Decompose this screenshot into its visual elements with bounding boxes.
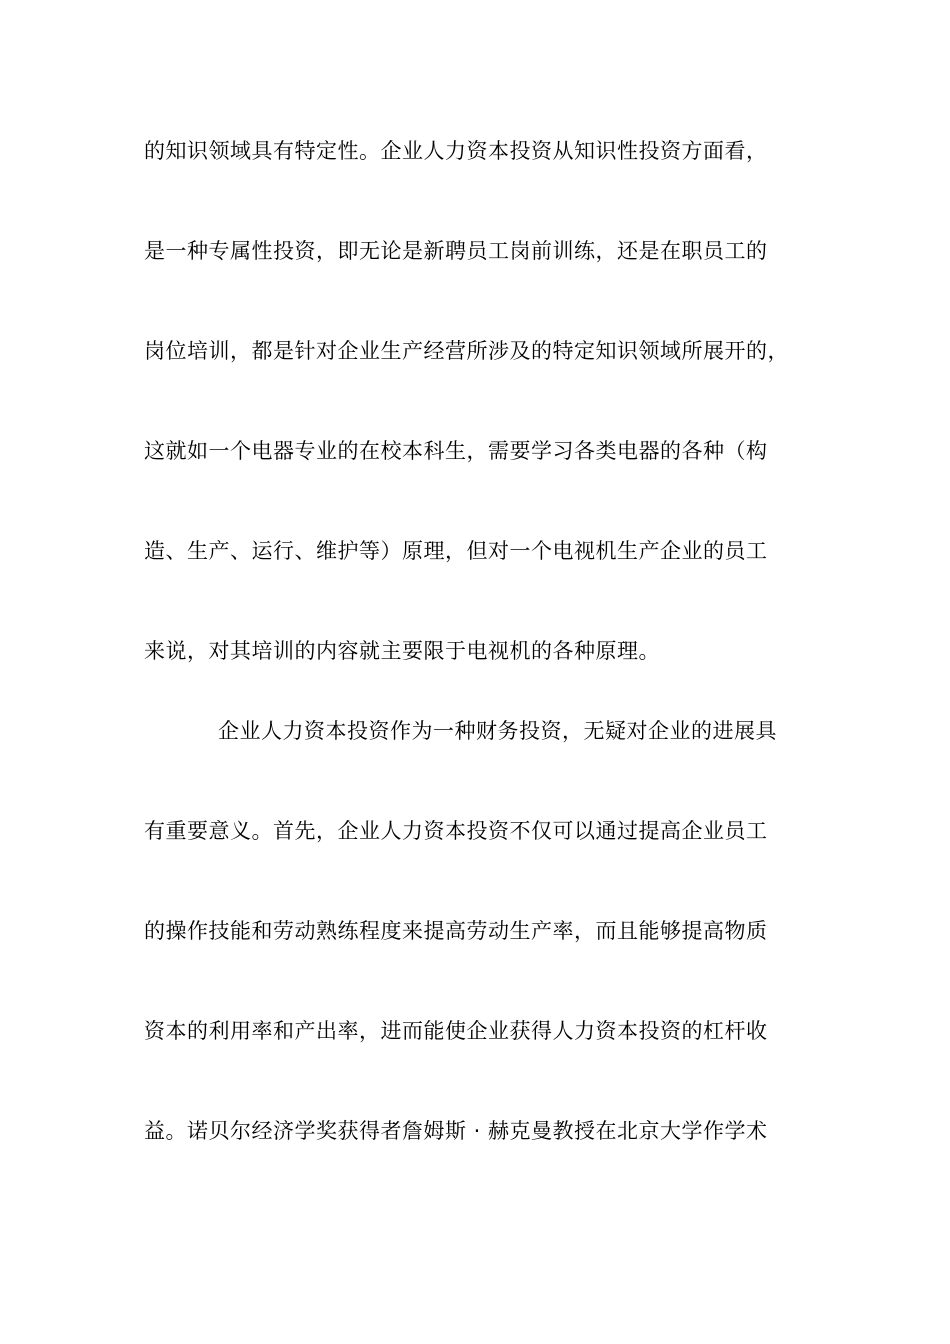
text-line: 岗位培训，都是针对企业生产经营所涉及的特定知识领域所展开的， — [144, 339, 789, 363]
text-line: 有重要意义。首先，企业人力资本投资不仅可以通过提高企业员工 — [144, 819, 768, 843]
text-line: 益。诺贝尔经济学奖获得者詹姆斯 · 赫克曼教授在北京大学作学术 — [144, 1119, 768, 1143]
text-line: 来说，对其培训的内容就主要限于电视机的各种原理。 — [144, 639, 660, 663]
text-line: 资本的利用率和产出率，进而能使企业获得人力资本投资的杠杆收 — [144, 1019, 768, 1043]
text-line: 这就如一个电器专业的在校本科生，需要学习各类电器的各种（构 — [144, 439, 768, 463]
text-line: 的知识领域具有特定性。企业人力资本投资从知识性投资方面看， — [144, 139, 768, 163]
text-line: 的操作技能和劳动熟练程度来提高劳动生产率，而且能够提高物质 — [144, 919, 768, 943]
text-line: 是一种专属性投资，即无论是新聘员工岗前训练，还是在职员工的 — [144, 239, 768, 263]
text-line: 造、生产、运行、维护等）原理，但对一个电视机生产企业的员工 — [144, 539, 768, 563]
text-line-indented: 企业人力资本投资作为一种财务投资，无疑对企业的进展具 — [218, 719, 777, 743]
